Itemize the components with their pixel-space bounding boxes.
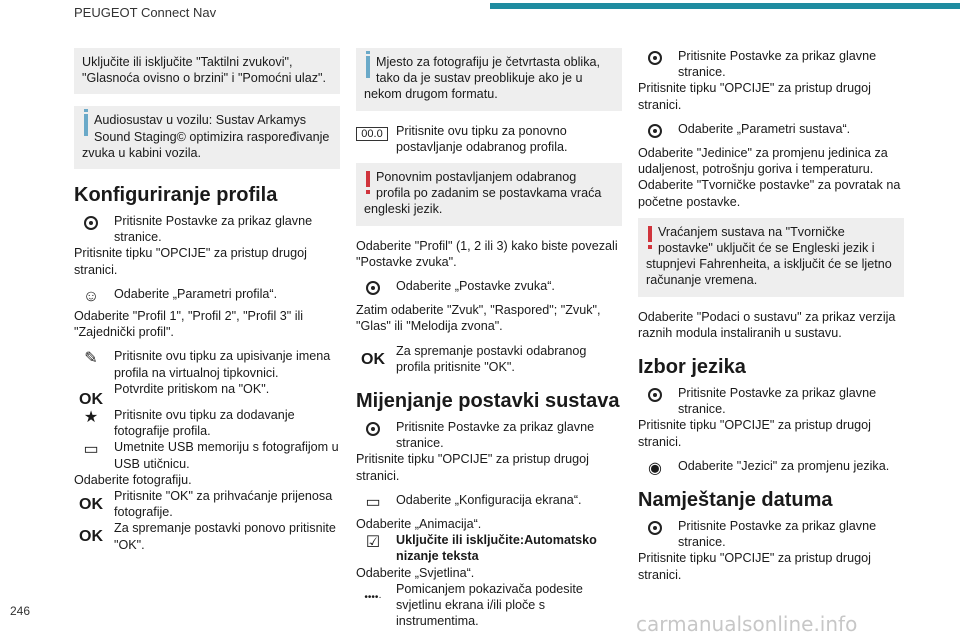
paragraph: Odaberite "Profil 1", "Profil 2", "Profil 3" ili "Zajednički profil". [74,309,304,340]
paragraph: Zatim odaberite "Zvuk", "Raspored"; "Zvuk", "Glas" ili "Melodija zvona". [356,303,601,334]
paragraph: Pritisnite tipku "OPCIJE" za pristup drugoj stranici. [638,418,871,449]
info-box [356,48,622,111]
note-text: Uključite ili isključite "Taktilni zvukovi", "Glasnoća ovisno o brzini" i "Pomoćni ulaz". [82,55,326,86]
step-text: Pritisnite Postavke za prikaz glavne stranice. [678,49,877,80]
step [74,381,340,408]
warning-box [638,218,904,297]
step-text: Pritisnite ovu tipku za upisivanje imena profila na virtualnoj tipkovnici. [114,349,331,380]
step [638,458,904,477]
add-photo-profile-icon: ★ [83,409,99,427]
step [356,278,622,294]
step [638,518,904,550]
gear-icon [640,385,670,407]
column-3 [638,48,904,591]
warning-box [356,163,622,226]
column-2 [356,48,622,629]
gear-icon [640,518,670,540]
info-icon [366,56,370,78]
paragraph: Pritisnite tipku "OPCIJE" za pristup drugoj stranici. [356,452,589,483]
step [638,121,904,137]
running-header: PEUGEOT Connect Nav [74,5,217,20]
paragraph: Odaberite "Jedinice" za promjenu jedinica za udaljenost, potrošnju goriva i temperaturu. [638,146,888,177]
step-text: Za spremanje postavki ponovo pritisnite "OK". [114,521,336,552]
sound-settings-icon [358,278,388,300]
info-icon [84,114,88,136]
step [356,532,622,564]
ok-icon: OK [79,528,103,546]
ok-icon: OK [79,390,103,408]
paragraph: Odaberite "Tvorničke postavke" za povratak na početne postavke. [638,178,901,209]
step [74,439,340,471]
section-heading: Mijenjanje postavki sustava [356,390,620,413]
step [356,123,622,155]
warning-icon [648,226,652,242]
step-text: Pritisnite "OK" za prihvaćanje prijenosa fotografije. [114,489,333,520]
step [74,407,340,439]
step-text: Odaberite „Konfiguracija ekrana“. [396,492,582,507]
language-icon: ◉ [648,459,662,477]
display-icon: ▭ [365,493,381,511]
page-number: 246 [10,604,31,618]
paragraph: Pritisnite tipku "OPCIJE" za pristup drugoj stranici. [74,246,307,277]
gear-icon [76,213,106,235]
step-text: Za spremanje postavki odabranog profila pritisnite "OK". [396,343,587,374]
paragraph: Pritisnite tipku "OPCIJE" za pristup drugoj stranici. [638,81,871,112]
system-settings-icon [640,121,670,143]
step [356,581,622,630]
paragraph: Odaberite fotografiju. [74,472,192,487]
step-text: Odaberite „Parametri profila“. [114,286,278,301]
step-text: Pritisnite Postavke za prikaz glavne stranice. [678,386,877,417]
ok-icon: OK [79,496,103,514]
step [74,213,340,245]
step [356,419,622,451]
watermark: carmanualsonline.info [636,612,858,636]
profile-icon: ☺ [82,287,100,305]
column-1 [74,48,340,553]
step [638,385,904,417]
step-text: Pritisnite ovu tipku za dodavanje fotografije profila. [114,408,295,439]
step [356,343,622,375]
warning-text: Vraćanjem sustava na "Tvorničke postavke" uključit će se Engleski jezik i stupnjevi Fahrenheita, a isključit će se ljetno računanje vremena. [646,224,892,288]
header-accent-bar [490,3,960,9]
step-text: Pritisnite Postavke za prikaz glavne stranice. [678,519,877,550]
paragraph: Odaberite „Animacija“. [356,517,482,532]
info-box [74,106,340,169]
warning-icon [366,171,370,187]
gear-icon [358,419,388,441]
reset-profile-icon: 00.0 [356,127,388,141]
step [638,48,904,80]
step [356,492,622,511]
step [74,488,340,520]
note-box [74,48,340,94]
section-heading: Konfiguriranje profila [74,184,278,207]
step-text: Pomicanjem pokazivača podesite svjetlinu ekrana i/ili ploče s instrumentima. [396,581,583,629]
usb-icon: ▭ [83,441,99,459]
step [74,286,340,305]
info-text: Mjesto za fotografiju je četvrtasta oblika, tako da je sustav preoblikuje ako je u nekom drugom formatu. [364,55,600,102]
paragraph: Odaberite „Svjetlina“. [356,565,475,580]
section-heading: Namještanje datuma [638,489,833,512]
step-text: Odaberite "Jezici" za promjenu jezika. [678,458,890,473]
paragraph: Odaberite "Profil" (1, 2 ili 3) kako biste povezali "Postavke zvuka". [356,238,618,269]
paragraph: Pritisnite tipku "OPCIJE" za pristup drugoj stranici. [638,551,871,582]
info-text: Audiosustav u vozilu: Sustav Arkamys Sound Staging© optimizira raspoređivanje zvuka u kabini vozila. [82,113,330,160]
step-text: Pritisnite Postavke za prikaz glavne stranice. [396,420,595,451]
step [74,348,340,380]
ok-icon: OK [361,350,385,368]
step [74,520,340,552]
paragraph: Odaberite "Podaci o sustavu" za prikaz verzija raznih modula instaliranih u sustavu. [638,309,896,340]
step-text: Odaberite „Postavke zvuka“. [396,279,555,294]
warning-text: Ponovnim postavljanjem odabranog profila po zadanim se postavkama vraća engleski jezik. [364,170,602,217]
step-text: Odaberite „Parametri sustava“. [678,121,851,136]
gear-icon [640,48,670,70]
step-text: Uključite ili isključite:Automatsko nizanje teksta [396,533,597,564]
step-text: Umetnite USB memoriju s fotografijom u USB utičnicu. [114,440,339,471]
brightness-slider-icon: ••••· [364,591,382,603]
step-text: Pritisnite Postavke za prikaz glavne stranice. [114,214,313,245]
section-heading: Izbor jezika [638,356,746,379]
pencil-icon: ✎ [84,350,98,368]
checkbox-icon: ☑ [365,534,381,552]
step-text: Potvrdite pritiskom na "OK". [114,381,270,396]
step-text: Pritisnite ovu tipku za ponovno postavljanje odabranog profila. [396,123,568,154]
